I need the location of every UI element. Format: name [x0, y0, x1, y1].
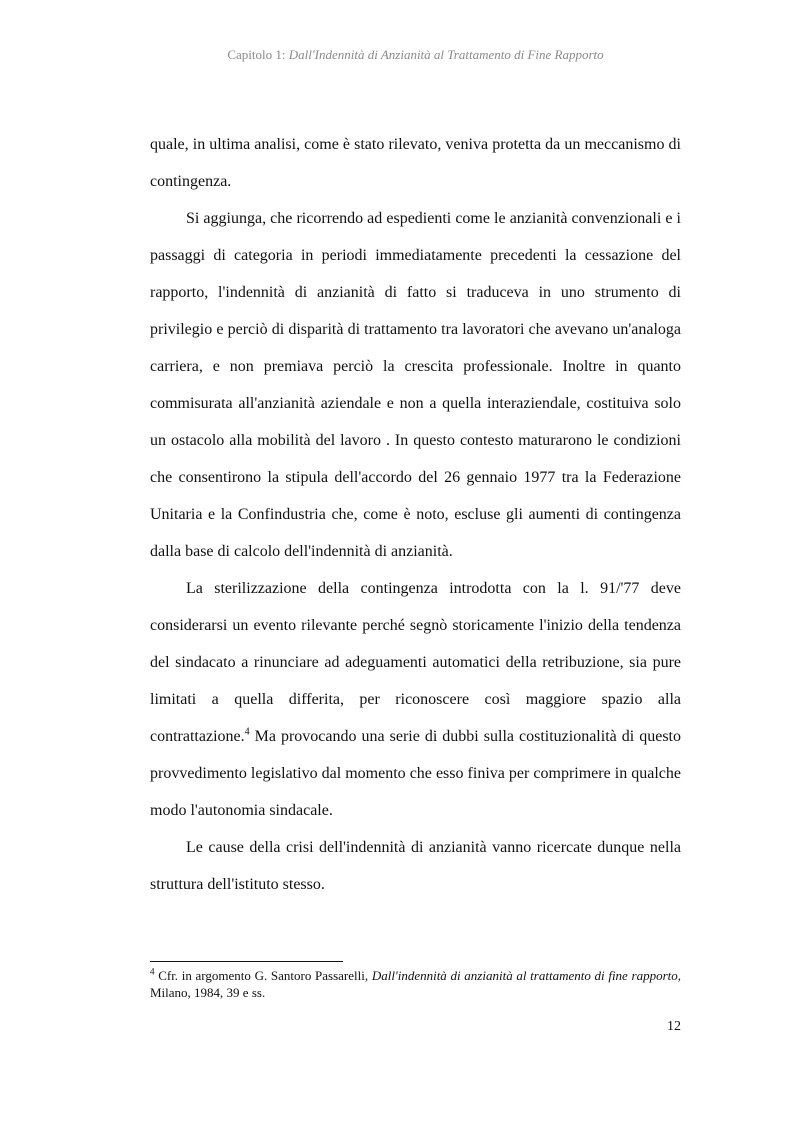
paragraph-3 [150, 570, 681, 829]
paragraph-4: Le cause della crisi dell'indennità di anzianità vanno ricercate dunque nella struttura dell'istituto stesso. [150, 839, 681, 893]
footnote-reference[interactable]: 4 [244, 726, 250, 738]
footnote [150, 967, 681, 1001]
header-title: Dall'Indennità di Anzianità al Trattamento di Fine Rapporto [288, 47, 604, 62]
footnote-text-2: , Milano, 1984, 39 e ss. [150, 968, 681, 1000]
paragraph-3-part-1: La sterilizzazione della contingenza introdotta con la l. 91/'77 deve considerarsi un evento rilevante perché segnò storicamente l'inizio della tendenza del sindacato a rinunciare ad adeguamenti automatici della retribuzione, sia pure limitati a quella differita, per riconoscere così maggiore spazio alla contrattazione. [150, 580, 681, 745]
footnote-text-1: Cfr. in argomento G. Santoro Passarelli, [154, 968, 372, 983]
footnote-separator [150, 961, 343, 962]
page-number: 12 [667, 1019, 681, 1034]
paragraph-3-part-2: Ma provocando una serie di dubbi sulla costituzionalità di questo provvedimento legislativo dal momento che esso finiva per comprimere in qualche modo l'autonomia sindacale. [150, 728, 681, 819]
main-text [150, 126, 681, 903]
header-chapter: Capitolo 1: [227, 47, 289, 62]
paragraph-1: quale, in ultima analisi, come è stato rilevato, veniva protetta da un meccanismo di contingenza. [150, 136, 681, 190]
footnote-cited-title: Dall'indennità di anzianità al trattamento di fine rapporto [371, 968, 678, 983]
footnote-number: 4 [150, 966, 155, 977]
paragraph-2: Si aggiunga, che ricorrendo ad espedienti come le anzianità convenzionali e i passaggi di categoria in periodi immediatamente precedenti la cessazione del rapporto, l'indennità di anzianità di fatto si traduceva in uno strumento di privilegio e perciò di disparità di trattamento tra lavoratori che avevano un'analoga carriera, e non premiava perciò la crescita professionale. Inoltre in quanto commisurata all'anzianità aziendale e non a quella interaziendale, costituiva solo un ostacolo alla mobilità del lavoro . In questo contesto maturarono le condizioni che consentirono la stipula dell'accordo del 26 gennaio 1977 tra la Federazione Unitaria e la Confindustria che, come è noto, escluse gli aumenti di contingenza dalla base di calcolo dell'indennità di anzianità. [150, 210, 681, 560]
running-header [0, 47, 793, 63]
